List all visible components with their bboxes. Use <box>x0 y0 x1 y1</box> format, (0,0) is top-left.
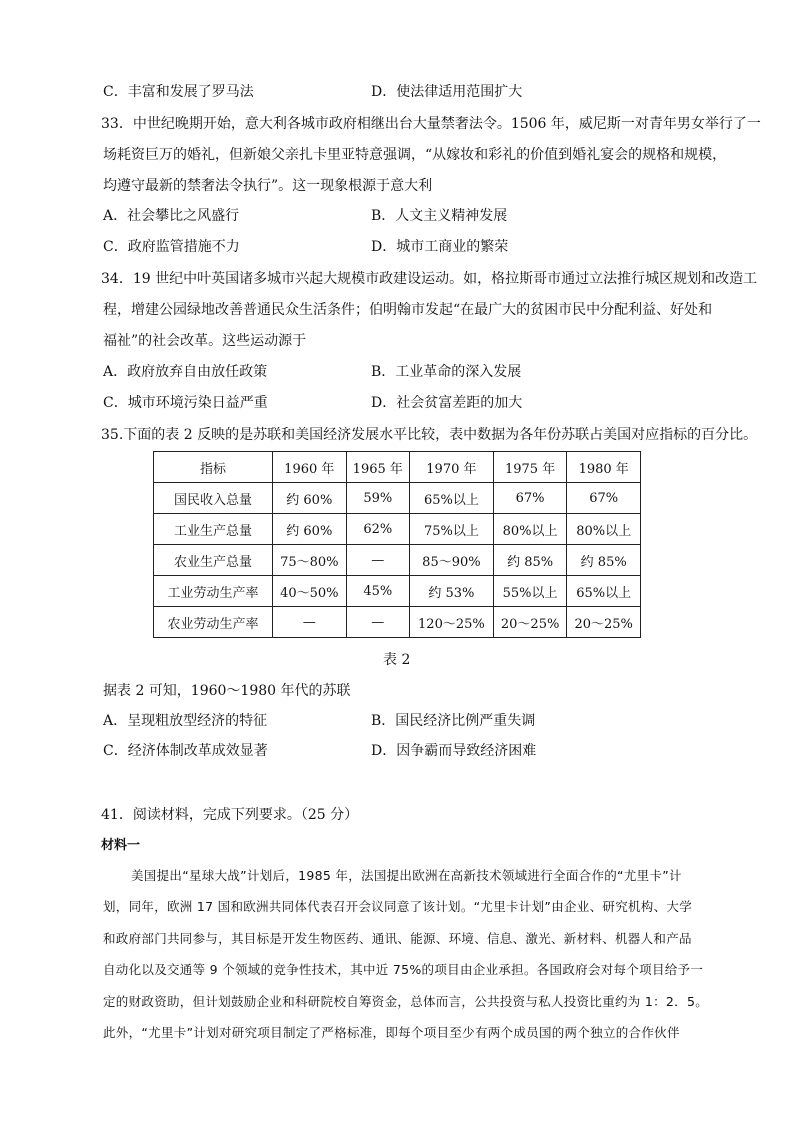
table-cell: 75～80% <box>273 545 347 576</box>
material-line-1: 美国提出“星球大战”计划后，1985 年，法国提出欧洲在高新技术领域进行全面合作的“尤里卡”计 <box>131 868 682 883</box>
table-cell: 80%以上 <box>567 514 641 545</box>
q34-option-a: A．政府放弃自由放任政策 <box>103 364 268 380</box>
q34-option-d: D．社会贫富差距的加大 <box>371 395 523 411</box>
table-cell: 农业劳动生产率 <box>154 607 273 638</box>
table-cell: 约 85% <box>493 545 567 576</box>
table-row <box>154 545 641 576</box>
q33-option-d: D．城市工商业的繁荣 <box>371 239 509 255</box>
table-cell: 工业生产总量 <box>154 514 273 545</box>
table-caption: 表 2 <box>383 652 411 668</box>
q32-option-d: D．使法律适用范围扩大 <box>371 84 523 100</box>
table-header-cell: 1965 年 <box>346 452 409 483</box>
q34-stem-line-2: 程，增建公园绿地改善普通民众生活条件；伯明翰市发起“在最广大的贫困市民中分配利益、好处和 <box>103 302 713 318</box>
table-cell: 80%以上 <box>493 514 567 545</box>
table-cell: 农业生产总量 <box>154 545 273 576</box>
table-cell: 45% <box>346 576 409 607</box>
table-header-cell: 指标 <box>154 452 273 483</box>
table-cell: 67% <box>493 483 567 514</box>
q32-option-c: C．丰富和发展了罗马法 <box>103 84 254 100</box>
q33-stem-line-3: 均遵守最新的禁奢法令执行”。这一现象根源于意大利 <box>103 178 433 194</box>
q33-option-a: A．社会攀比之风盛行 <box>103 208 240 224</box>
table-cell: 75%以上 <box>409 514 493 545</box>
table-cell: 120～25% <box>409 607 493 638</box>
table-header-cell: 1980 年 <box>567 452 641 483</box>
table-row <box>154 576 641 607</box>
table-cell: 20～25% <box>493 607 567 638</box>
q35-option-d: D．因争霸而导致经济困难 <box>371 743 537 759</box>
q34-stem-line-1: 34．19 世纪中叶英国诸多城市兴起大规模市政建设运动。如，格拉斯哥市通过立法推行城区规划和改造工 <box>101 271 758 287</box>
table-cell: 约 60% <box>273 483 347 514</box>
material-label: 材料一 <box>101 838 141 853</box>
table-cell: — <box>273 607 347 638</box>
q33-option-b: B．人文主义精神发展 <box>371 208 508 224</box>
q35-option-a: A．呈现粗放型经济的特征 <box>103 713 268 729</box>
table-header-cell: 1975 年 <box>493 452 567 483</box>
q33-option-c: C．政府监管措施不力 <box>103 239 240 255</box>
material-line-4: 自动化以及交通等 9 个领域的竞争性技术，其中近 75%的项目由企业承担。各国政府会对每个项目给予一 <box>103 962 704 977</box>
q33-stem-line-2: 场耗资巨万的婚礼，但新娘父亲扎卡里亚特意强调，“从嫁妆和彩礼的价值到婚礼宴会的规格和规模， <box>103 147 727 163</box>
table-cell: 20～25% <box>567 607 641 638</box>
q33-stem-line-1: 33．中世纪晚期开始，意大利各城市政府相继出台大量禁奢法令。1506 年，威尼斯一对青年男女举行了一 <box>101 116 761 132</box>
table-cell: 约 85% <box>567 545 641 576</box>
table-cell: 约 60% <box>273 514 347 545</box>
table-header-cell: 1970 年 <box>409 452 493 483</box>
q34-stem-line-3: 福祉”的社会改革。这些运动源于 <box>103 333 307 349</box>
table-cell: 67% <box>567 483 641 514</box>
comparison-table <box>153 451 641 638</box>
table-cell: 85～90% <box>409 545 493 576</box>
table-row <box>154 514 641 545</box>
table-row <box>154 607 641 638</box>
q35-intro: 35.下面的表 2 反映的是苏联和美国经济发展水平比较，表中数据为各年份苏联占美国对应指标的百分比。 <box>101 427 758 443</box>
material-line-3: 和政府部门共同参与，其目标是开发生物医药、通讯、能源、环境、信息、激光、新材料、机器人和产品 <box>103 931 692 946</box>
table-cell: 65%以上 <box>409 483 493 514</box>
table-cell: 国民收入总量 <box>154 483 273 514</box>
table-header-cell: 1960 年 <box>273 452 347 483</box>
q34-option-c: C．城市环境污染日益严重 <box>103 395 268 411</box>
q35-option-c: C．经济体制改革成效显著 <box>103 743 268 759</box>
q34-option-b: B．工业革命的深入发展 <box>371 364 522 380</box>
q41-title: 41．阅读材料，完成下列要求。（25 分） <box>101 807 359 823</box>
material-line-6: 此外，“尤里卡”计划对研究项目制定了严格标准，即每个项目至少有两个成员国的两个独立的合作伙伴 <box>103 1025 680 1040</box>
table-cell: — <box>346 607 409 638</box>
table-cell: 工业劳动生产率 <box>154 576 273 607</box>
q35-stem: 据表 2 可知，1960～1980 年代的苏联 <box>103 683 351 699</box>
material-line-5: 定的财政资助，但计划鼓励企业和科研院校自筹资金，总体而言，公共投资与私人投资比重约为 1：2．5。 <box>103 994 709 1009</box>
table-cell: 65%以上 <box>567 576 641 607</box>
table-cell: 62% <box>346 514 409 545</box>
table-header-row <box>154 452 641 483</box>
table-cell: — <box>346 545 409 576</box>
material-line-2: 划，同年，欧洲 17 国和欧洲共同体代表召开会议同意了该计划。“尤里卡计划”由企业、研究机构、大学 <box>103 899 693 914</box>
table-row <box>154 483 641 514</box>
table-cell: 55%以上 <box>493 576 567 607</box>
table-cell: 约 53% <box>409 576 493 607</box>
table-cell: 59% <box>346 483 409 514</box>
q35-option-b: B．国民经济比例严重失调 <box>371 713 536 729</box>
table-cell: 40～50% <box>273 576 347 607</box>
